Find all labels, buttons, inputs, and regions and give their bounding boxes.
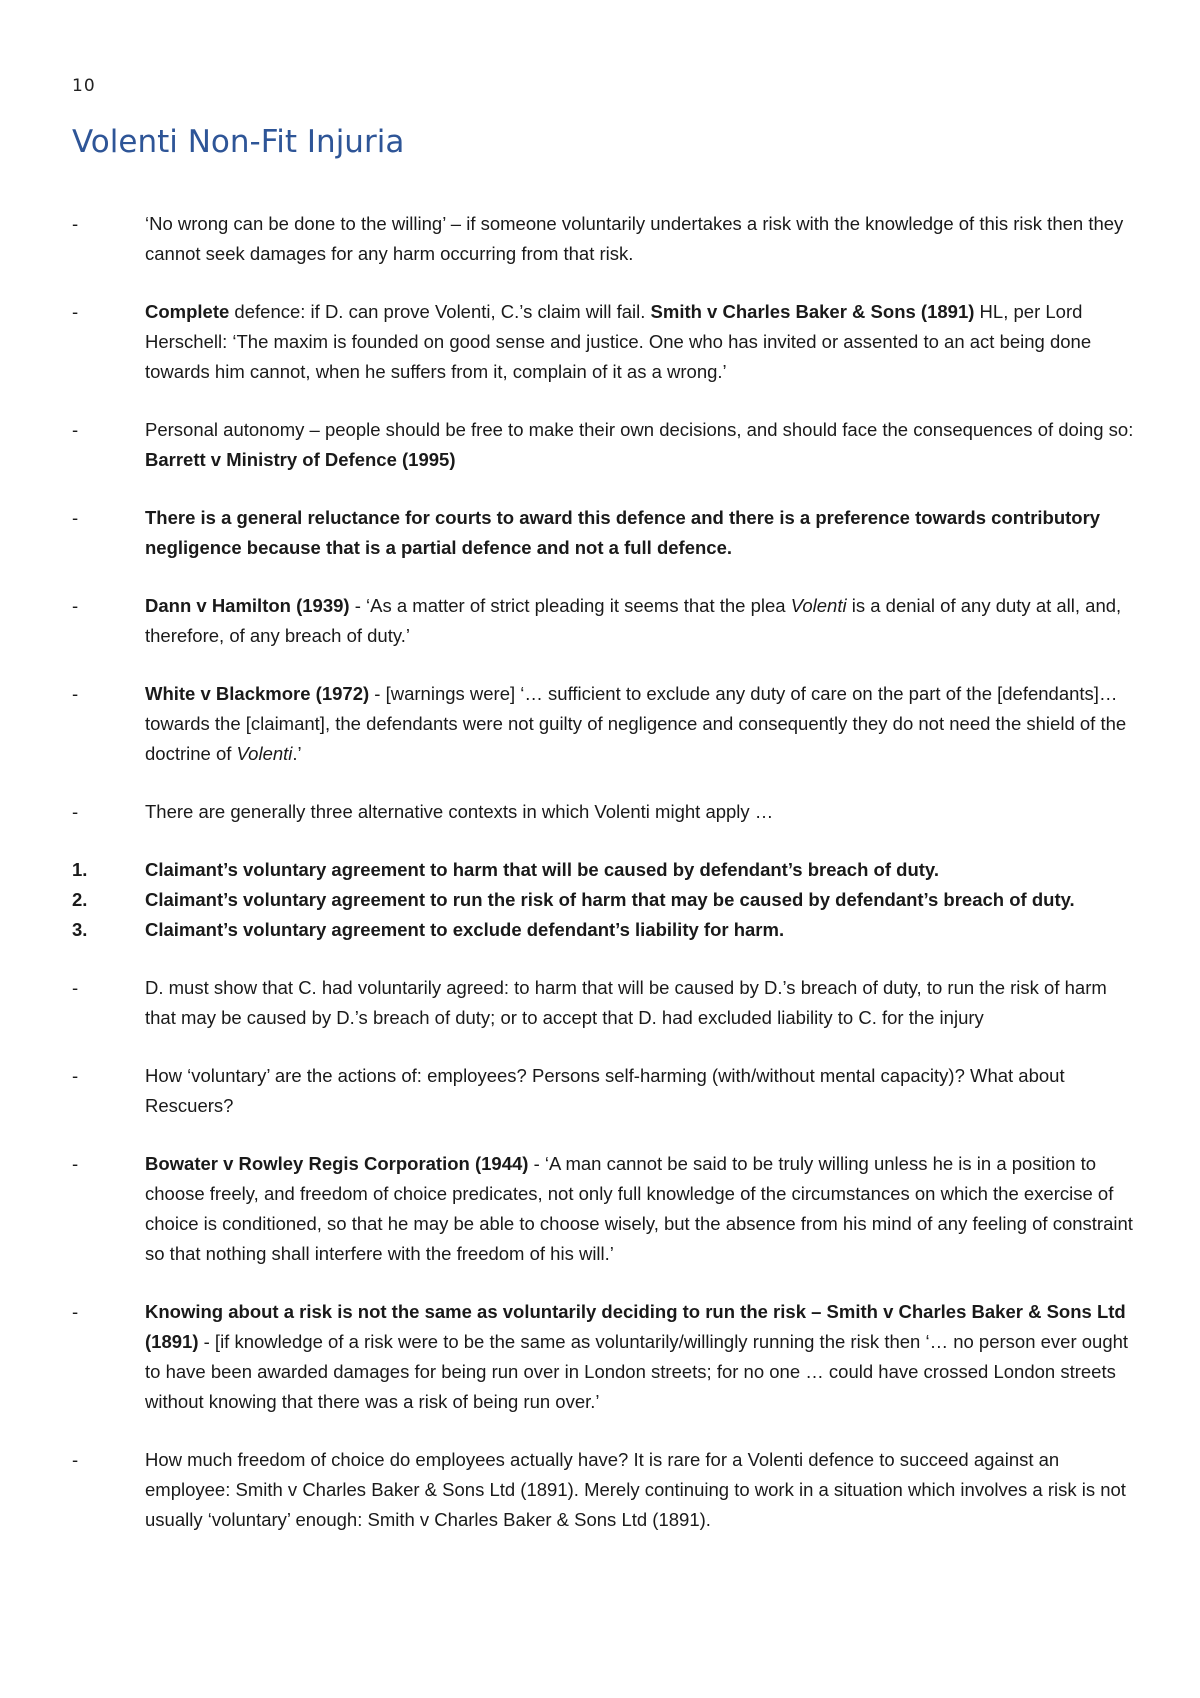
bullet-item <box>72 797 1142 827</box>
bullet-text <box>145 503 1142 563</box>
text-run: - [warnings were] ‘… sufficient to exclude any duty of care on the part of the [defendants]… towards the [claimant], the defendants were not guilty of negligence and consequently they do not need the shield of the doctrine of <box>145 683 1127 764</box>
text-run: .’ <box>292 743 302 764</box>
text-run: ‘No wrong can be done to the willing’ – if someone voluntarily undertakes a risk with the knowledge of this risk then they cannot seek damages for any harm occurring from that risk. <box>145 213 1124 264</box>
bullet-item <box>72 503 1142 563</box>
page-number: 10 <box>72 76 96 96</box>
text-run: - ‘As a matter of strict pleading it seems that the plea <box>349 595 791 616</box>
bullet-item <box>72 415 1142 475</box>
italic-text: Volenti <box>790 595 847 616</box>
numbered-item <box>72 885 1142 915</box>
bullet-item <box>72 1061 1142 1121</box>
bullet-marker: - <box>72 213 79 234</box>
bullet-marker: - <box>72 1449 79 1470</box>
bullet-text <box>145 679 1142 769</box>
page-title: Volenti Non-Fit Injuria <box>72 124 405 160</box>
bold-text: Dann v Hamilton (1939) <box>145 595 350 616</box>
numbered-list <box>72 855 1142 945</box>
bullet-marker: - <box>72 683 79 704</box>
number-marker: 3. <box>72 919 88 940</box>
text-run: There are generally three alternative contexts in which Volenti might apply … <box>145 801 774 822</box>
bold-text: Barrett v Ministry of Defence (1995) <box>145 449 456 470</box>
bullet-item <box>72 1149 1142 1269</box>
bullet-text <box>145 797 1142 827</box>
bullet-marker: - <box>72 977 79 998</box>
bold-text: Bowater v Rowley Regis Corporation (1944) <box>145 1153 529 1174</box>
bullet-item <box>72 591 1142 651</box>
bold-text: Complete <box>145 301 230 322</box>
bold-text: White v Blackmore (1972) <box>145 683 370 704</box>
bullet-item <box>72 679 1142 769</box>
text-run: is a denial of any duty at all, and, therefore, of any breach of duty.’ <box>145 595 1122 646</box>
bold-text: Smith v Charles Baker & Sons (1891) <box>650 301 975 322</box>
bullet-list-continued <box>72 973 1142 1535</box>
bullet-item <box>72 1297 1142 1417</box>
bullet-text <box>145 1445 1142 1535</box>
bullet-marker: - <box>72 301 79 322</box>
numbered-item <box>72 915 1142 945</box>
bullet-item <box>72 297 1142 387</box>
text-run: How ‘voluntary’ are the actions of: employees? Persons self-harming (with/without mental capacity)? What about Rescuers? <box>145 1065 1065 1116</box>
text-run: defence: if D. can prove Volenti, C.’s claim will fail. <box>229 301 651 322</box>
bullet-item <box>72 209 1142 269</box>
bullet-marker: - <box>72 801 79 822</box>
bullet-text <box>145 415 1142 475</box>
bullet-marker: - <box>72 595 79 616</box>
bold-text: There is a general reluctance for courts to award this defence and there is a preference towards contributory negligence because that is a partial defence and not a full defence. <box>145 507 1101 558</box>
bullet-list <box>72 209 1142 827</box>
text-run: How much freedom of choice do employees actually have? It is rare for a Volenti defence to succeed against an employee: Smith v Charles Baker & Sons Ltd (1891). Merely continuing to work in a situation which involves a risk is not usually ‘voluntary’ enough: Smith v Charles Baker & Sons Ltd (1891). <box>145 1449 1126 1530</box>
document-body <box>72 209 1142 1563</box>
text-run: Personal autonomy – people should be free to make their own decisions, and should face the consequences of doing so: <box>145 419 1134 440</box>
bullet-text <box>145 297 1142 387</box>
number-marker: 1. <box>72 859 88 880</box>
numbered-text: Claimant’s voluntary agreement to run the risk of harm that may be caused by defendant’s breach of duty. <box>145 889 1075 910</box>
bullet-text <box>145 1297 1142 1417</box>
numbered-item <box>72 855 1142 885</box>
numbered-text: Claimant’s voluntary agreement to harm that will be caused by defendant’s breach of duty. <box>145 859 939 880</box>
number-marker: 2. <box>72 889 88 910</box>
bullet-text <box>145 591 1142 651</box>
bullet-marker: - <box>72 1301 79 1322</box>
italic-text: Volenti <box>236 743 293 764</box>
bullet-text <box>145 1149 1142 1269</box>
text-run: D. must show that C. had voluntarily agreed: to harm that will be caused by D.’s breach of duty, to run the risk of harm that may be caused by D.’s breach of duty; or to accept that D. had excluded liability to C. for the injury <box>145 977 1107 1028</box>
text-run: - [if knowledge of a risk were to be the same as voluntarily/willingly running the risk then ‘… no person ever ought to have been awarded damages for being run over in London streets; for no one … could have crossed London streets without knowing that there was a risk of being run over.’ <box>145 1331 1129 1412</box>
bullet-text <box>145 1061 1142 1121</box>
bullet-text <box>145 973 1142 1033</box>
numbered-text: Claimant’s voluntary agreement to exclude defendant’s liability for harm. <box>145 919 785 940</box>
bullet-marker: - <box>72 507 79 528</box>
text-run: - ‘A man cannot be said to be truly willing unless he is in a position to choose freely, and freedom of choice predicates, not only full knowledge of the circumstances on which the exercise of choice is conditioned, so that he may be able to choose wisely, but the absence from his mind of any feeling of constraint so that nothing shall interfere with the freedom of his will.’ <box>145 1153 1133 1264</box>
bullet-marker: - <box>72 1065 79 1086</box>
bullet-item <box>72 1445 1142 1535</box>
bold-text: Knowing about a risk is not the same as voluntarily deciding to run the risk – Smith v Charles Baker & Sons Ltd (1891) <box>145 1301 1126 1352</box>
bullet-item <box>72 973 1142 1033</box>
bullet-marker: - <box>72 419 79 440</box>
bullet-text <box>145 209 1142 269</box>
text-run: HL, per Lord Herschell: ‘The maxim is founded on good sense and justice. One who has invited or assented to an act being done towards him cannot, when he suffers from it, complain of it as a wrong.’ <box>145 301 1092 382</box>
bullet-marker: - <box>72 1153 79 1174</box>
